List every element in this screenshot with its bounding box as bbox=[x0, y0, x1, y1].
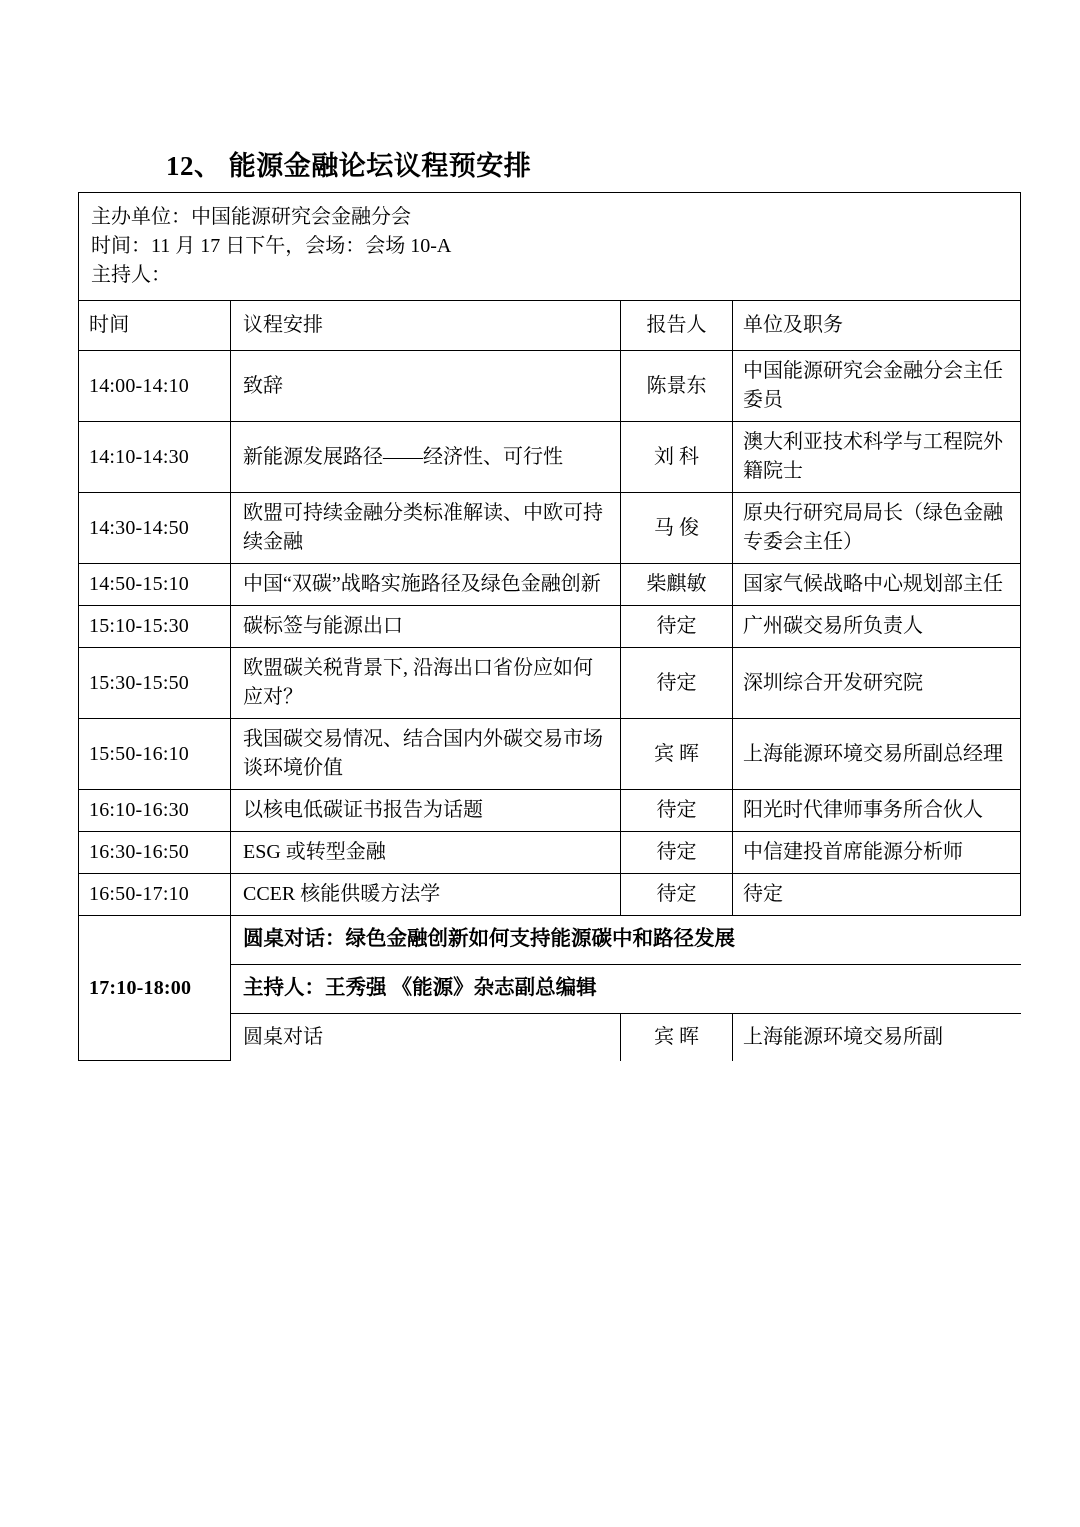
cell-time: 14:50-15:10 bbox=[79, 564, 231, 606]
organizer-line: 主办单位：中国能源研究会金融分会 bbox=[91, 206, 411, 229]
cell-item: 碳标签与能源出口 bbox=[231, 606, 621, 648]
table-row bbox=[79, 493, 1021, 564]
cell-org: 中国能源研究会金融分会主任委员 bbox=[733, 351, 1021, 422]
cell-time: 14:30-14:50 bbox=[79, 493, 231, 564]
cell-org: 上海能源环境交易所副总经理 bbox=[733, 719, 1021, 790]
cell-item: 欧盟可持续金融分类标准解读、中欧可持续金融 bbox=[231, 493, 621, 564]
table-header-block-row bbox=[79, 193, 1021, 301]
cell-item: 我国碳交易情况、结合国内外碳交易市场谈环境价值 bbox=[231, 719, 621, 790]
table-row bbox=[79, 874, 1021, 916]
cell-org: 原央行研究局局长（绿色金融专委会主任） bbox=[733, 493, 1021, 564]
cell-org: 阳光时代律师事务所合伙人 bbox=[733, 790, 1021, 832]
cell-speaker: 马 俊 bbox=[621, 493, 733, 564]
cell-item: 致辞 bbox=[231, 351, 621, 422]
column-header-speaker: 报告人 bbox=[621, 301, 733, 351]
cell-time-roundtable: 17:10-18:00 bbox=[79, 916, 231, 1061]
column-header-org: 单位及职务 bbox=[733, 301, 1021, 351]
cell-speaker: 陈景东 bbox=[621, 351, 733, 422]
cell-item: 欧盟碳关税背景下, 沿海出口省份应如何应对？ bbox=[231, 648, 621, 719]
cell-time: 14:00-14:10 bbox=[79, 351, 231, 422]
cell-item: CCER 核能供暖方法学 bbox=[231, 874, 621, 916]
cell-speaker: 待定 bbox=[621, 874, 733, 916]
header-block bbox=[79, 193, 1021, 301]
table-row bbox=[79, 351, 1021, 422]
cell-speaker: 刘 科 bbox=[621, 422, 733, 493]
cell-org: 澳大利亚技术科学与工程院外籍院士 bbox=[733, 422, 1021, 493]
page-title: 12、 能源金融论坛议程预安排 bbox=[166, 151, 532, 181]
table-column-header-row bbox=[79, 301, 1021, 351]
cell-item: 以核电低碳证书报告为话题 bbox=[231, 790, 621, 832]
host-line: 主持人： bbox=[91, 264, 171, 287]
cell-time: 16:30-16:50 bbox=[79, 832, 231, 874]
roundtable-title: 圆桌对话：绿色金融创新如何支持能源碳中和路径发展 bbox=[231, 916, 1021, 965]
column-header-time: 时间 bbox=[79, 301, 231, 351]
table-row bbox=[79, 422, 1021, 493]
cell-time: 16:10-16:30 bbox=[79, 790, 231, 832]
cell-time: 15:50-16:10 bbox=[79, 719, 231, 790]
cell-org: 深圳综合开发研究院 bbox=[733, 648, 1021, 719]
table-row bbox=[79, 648, 1021, 719]
time-venue-line: 时间：11 月 17 日下午，会场：会场 10-A bbox=[91, 235, 452, 258]
roundtable-host: 主持人：王秀强 《能源》杂志副总编辑 bbox=[231, 965, 1021, 1014]
cell-time: 15:10-15:30 bbox=[79, 606, 231, 648]
cell-speaker: 待定 bbox=[621, 606, 733, 648]
cell-time: 15:30-15:50 bbox=[79, 648, 231, 719]
cell-item: 圆桌对话 bbox=[231, 1014, 621, 1061]
cell-speaker: 待定 bbox=[621, 648, 733, 719]
cell-speaker: 宾 晖 bbox=[621, 1014, 733, 1061]
cell-time: 16:50-17:10 bbox=[79, 874, 231, 916]
column-header-item: 议程安排 bbox=[231, 301, 621, 351]
table-row bbox=[79, 719, 1021, 790]
cell-speaker: 宾 晖 bbox=[621, 719, 733, 790]
roundtable-subrow bbox=[231, 1014, 1021, 1061]
table-row bbox=[79, 790, 1021, 832]
cell-org: 国家气候战略中心规划部主任 bbox=[733, 564, 1021, 606]
agenda-table bbox=[78, 192, 1021, 1061]
table-row bbox=[79, 832, 1021, 874]
roundtable-row bbox=[79, 916, 1021, 1061]
cell-org: 上海能源环境交易所副 bbox=[743, 1025, 943, 1048]
cell-org: 广州碳交易所负责人 bbox=[733, 606, 1021, 648]
cell-org: 中信建投首席能源分析师 bbox=[733, 832, 1021, 874]
cell-speaker: 柴麒敏 bbox=[621, 564, 733, 606]
cell-time: 14:10-14:30 bbox=[79, 422, 231, 493]
cell-speaker: 待定 bbox=[621, 790, 733, 832]
table-row bbox=[79, 564, 1021, 606]
table-row bbox=[79, 606, 1021, 648]
cell-item: ESG 或转型金融 bbox=[231, 832, 621, 874]
cell-speaker: 待定 bbox=[621, 832, 733, 874]
cell-org: 待定 bbox=[733, 874, 1021, 916]
cell-item: 中国“双碳”战略实施路径及绿色金融创新 bbox=[231, 564, 621, 606]
cell-item: 新能源发展路径——经济性、可行性 bbox=[231, 422, 621, 493]
roundtable-block bbox=[231, 916, 1021, 1061]
